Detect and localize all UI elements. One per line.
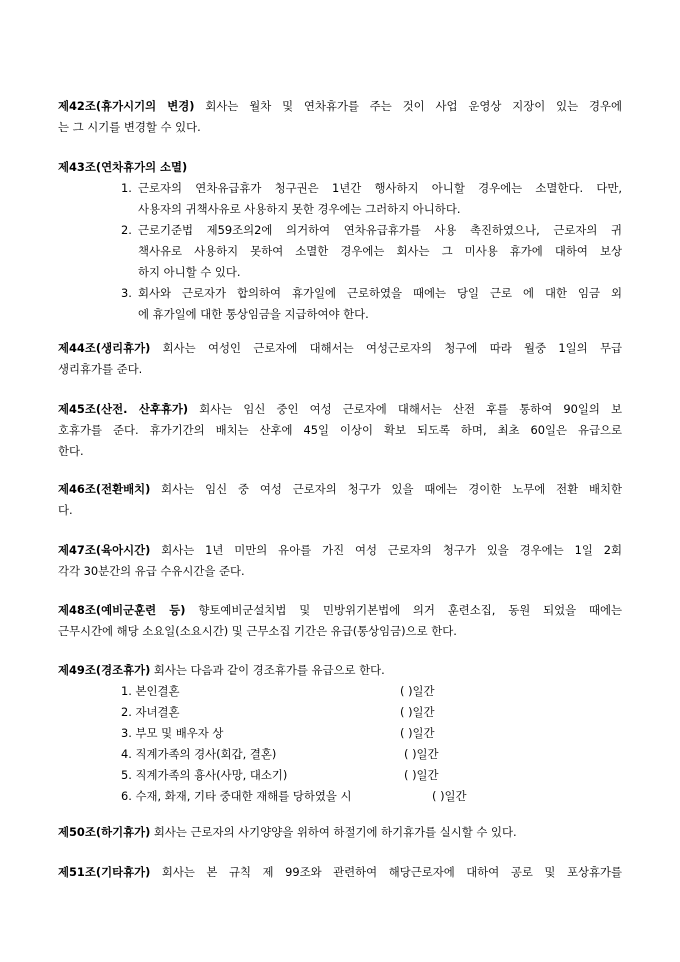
article-43-item-2: 2. 근로기준법 제59조의2에 의거하여 연차유급휴가를 사용 촉진하였으나, 근로자의 귀 책사유로 사용하지 못하여 소멸한 경우에는 회사는 그 미사용 휴가에 대하여 보상 하지 아니할 수 있다.	[121, 223, 622, 279]
article-51-line-1: 제51조(기타휴가) 회사는 본 규칙 제 99조와 관련하여 해당근로자에 대하여 공로 및 포상휴가를	[58, 865, 622, 879]
article-42	[58, 96, 622, 138]
article-43	[58, 157, 622, 178]
leave-days-blank: ( )일간	[404, 747, 439, 761]
article-47-line-1: 제47조(육아시간) 회사는 1년 미만의 유아를 가진 여성 근로자의 청구가 있을 경우에는 1일 2회	[58, 543, 622, 557]
leave-row-3: 3. 부모 및 배우자 상 ( )일간	[121, 723, 541, 744]
article-45: 제45조(산전. 산후휴가) 회사는 임신 중인 여성 근로자에 대해서는 산전 후를 통하여 90일의 보 호휴가를 준다. 휴가기간의 배치는 산후에 45일 이상이 확보 되도록 하며, 최초 60일은 유급으로 한다.	[58, 399, 622, 462]
article-43-list	[121, 178, 622, 325]
article-47: 제47조(육아시간) 회사는 1년 미만의 유아를 가진 여성 근로자의 청구가 있을 경우에는 1일 2회 각각 30분간의 유급 수유시간을 준다.	[58, 540, 622, 582]
article-51	[58, 862, 622, 883]
leave-days-blank: ( )일간	[400, 705, 435, 719]
article-50-heading: 제50조(하기휴가)	[58, 825, 151, 839]
article-48: 제48조(예비군훈련 등) 향토예비군설치법 및 민방위기본법에 의거 훈련소집, 동원 되었을 때에는 근무시간에 해당 소요일(소요시간) 및 근무소집 기간은 유급(통상임금)으로 한다.	[58, 600, 622, 642]
article-42-heading: 제42조(휴가시기의 변경)	[58, 99, 195, 113]
article-45-heading: 제45조(산전. 산후휴가)	[58, 402, 189, 416]
article-48-line-1: 제48조(예비군훈련 등) 향토예비군설치법 및 민방위기본법에 의거 훈련소집, 동원 되었을 때에는	[58, 603, 622, 617]
leave-row-5: 5. 직계가족의 흉사(사망, 대소기) ( )일간	[121, 765, 541, 786]
article-46-heading: 제46조(전환배치)	[58, 482, 151, 496]
leave-days-blank: ( )일간	[404, 768, 439, 782]
article-51-heading: 제51조(기타휴가)	[58, 865, 151, 879]
article-43-heading: 제43조(연차휴가의 소멸)	[58, 160, 188, 174]
article-50	[58, 822, 622, 843]
article-42-line-2: 는 그 시기를 변경할 수 있다.	[58, 120, 201, 134]
article-42-line-1: 제42조(휴가시기의 변경) 회사는 월차 및 연차휴가를 주는 것이 사업 운영상 지장이 있는 경우에	[58, 99, 622, 113]
article-46: 제46조(전환배치) 회사는 임신 중 여성 근로자의 청구가 있을 때에는 경이한 노무에 전환 배치한 다.	[58, 479, 622, 521]
article-44: 제44조(생리휴가) 회사는 여성인 근로자에 대해서는 여성근로자의 청구에 따라 월중 1일의 무급 생리휴가를 준다.	[58, 338, 622, 380]
article-44-heading: 제44조(생리휴가)	[58, 341, 151, 355]
article-49	[58, 660, 622, 681]
leave-row-2: 2. 자녀결혼 ( )일간	[121, 702, 541, 723]
article-48-heading: 제48조(예비군훈련 등)	[58, 603, 186, 617]
article-46-line-1: 제46조(전환배치) 회사는 임신 중 여성 근로자의 청구가 있을 때에는 경이한 노무에 전환 배치한	[58, 482, 622, 496]
article-50-line-1: 제50조(하기휴가) 회사는 근로자의 사기양양을 위하여 하절기에 하기휴가를 실시할 수 있다.	[58, 825, 517, 839]
article-45-line-1: 제45조(산전. 산후휴가) 회사는 임신 중인 여성 근로자에 대해서는 산전 후를 통하여 90일의 보	[58, 402, 622, 416]
leave-days-blank: ( )일간	[400, 684, 435, 698]
leave-row-6: 6. 수재, 화재, 기타 중대한 재해를 당하였을 시 ( )일간	[121, 786, 541, 807]
article-43-item-1: 1. 근로자의 연차유급휴가 청구권은 1년간 행사하지 아니할 경우에는 소멸한다. 다만, 사용자의 귀책사유로 사용하지 못한 경우에는 그러하지 아니하다.	[121, 181, 622, 216]
article-43-item-3: 3. 회사와 근로자가 합의하여 휴가일에 근로하였을 때에는 당일 근로 에 대한 임금 외 에 휴가일에 대한 통상임금을 지급하여야 한다.	[121, 286, 622, 321]
leave-days-blank: ( )일간	[400, 726, 435, 740]
article-49-leave-list	[121, 681, 541, 807]
article-49-heading: 제49조(경조휴가)	[58, 663, 151, 677]
article-44-line-1: 제44조(생리휴가) 회사는 여성인 근로자에 대해서는 여성근로자의 청구에 따라 월중 1일의 무급	[58, 341, 622, 355]
leave-days-blank: ( )일간	[432, 789, 467, 803]
article-49-line-1: 제49조(경조휴가) 회사는 다음과 같이 경조휴가를 유급으로 한다.	[58, 663, 385, 677]
leave-row-4: 4. 직계가족의 경사(회갑, 결혼) ( )일간	[121, 744, 541, 765]
leave-row-1: 1. 본인결혼 ( )일간	[121, 681, 541, 702]
article-47-heading: 제47조(육아시간)	[58, 543, 151, 557]
